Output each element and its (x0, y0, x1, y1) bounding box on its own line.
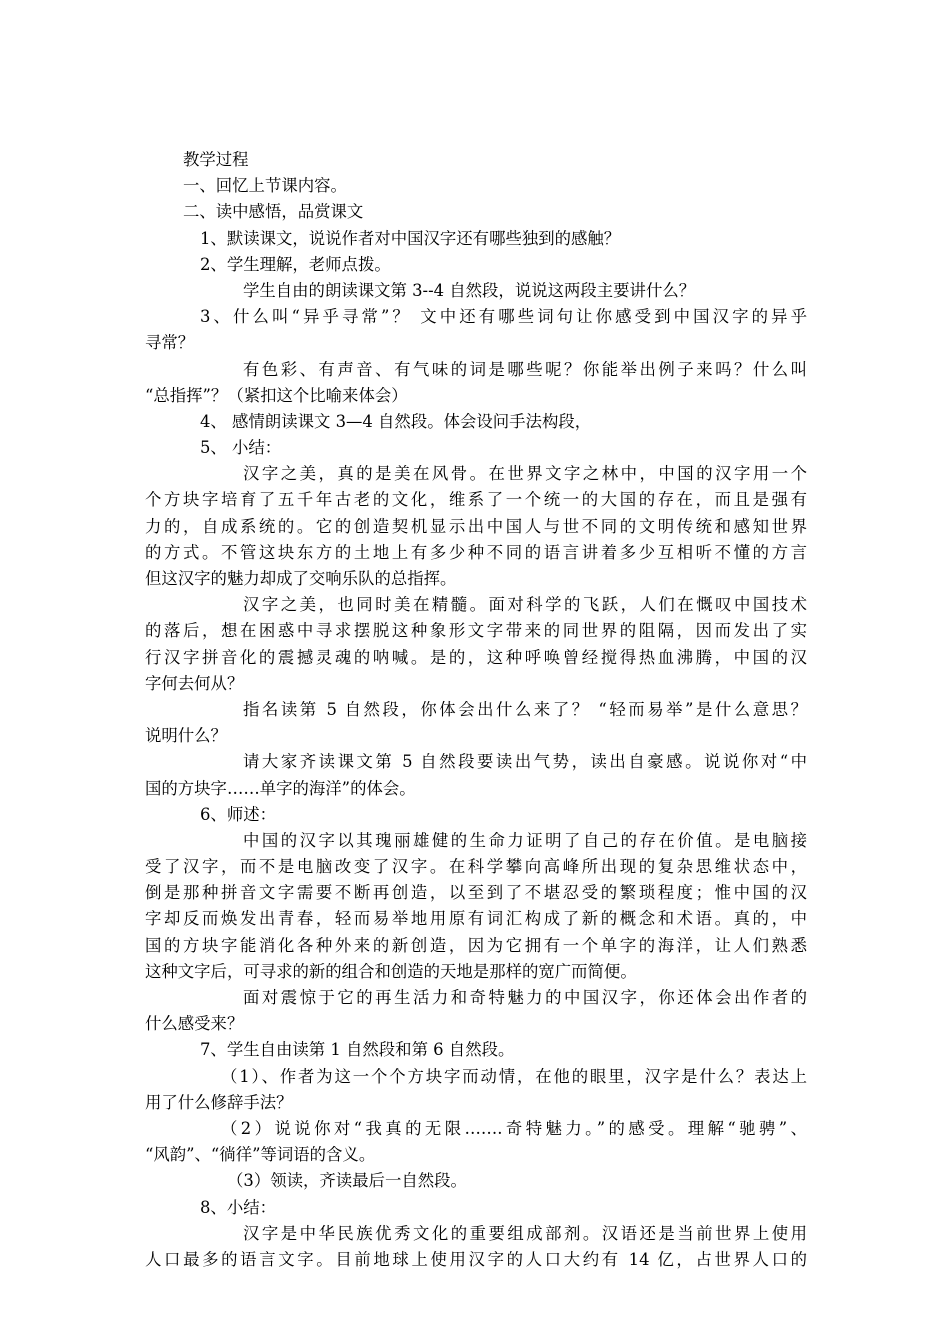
text-line: 的方式。不管这块东方的土地上有多少种不同的语言讲着多少互相听不懂的方言 (145, 542, 807, 562)
document-page (145, 147, 807, 1273)
text-line: 汉字之美，真的是美在风骨。在世界文字之林中，中国的汉字用一个 (243, 464, 807, 484)
text-line: （2）说说你对“我真的无限…….奇特魅力。”的感受。理解“驰骋”、 (221, 1118, 807, 1138)
text-line: 7、学生自由读第 1 自然段和第 6 自然段。 (200, 1040, 515, 1060)
text-line: 5、 小结： (200, 438, 282, 458)
text-line: 行汉字拼音化的震撼灵魂的呐喊。是的，这种呼唤曾经搅得热血沸腾，中国的汉 (145, 647, 807, 667)
text-line: 什么感受来？ (145, 1014, 244, 1034)
text-line: 学生自由的朗读课文第 3--4 自然段，说说这两段主要讲什么？ (243, 280, 696, 300)
text-line: 指名读第 5 自然段，你体会出什么来了？ “轻而易举”是什么意思？ (243, 699, 807, 719)
text-line: 6、师述： (200, 804, 276, 824)
text-line: 面对震惊于它的再生活力和奇特魅力的中国汉字，你还体会出作者的 (243, 988, 807, 1007)
text-line: 倒是那种拼音文字需要不断再创造，以至到了不堪忍受的繁琐程度；惟中国的汉 (145, 883, 807, 903)
text-line: 字何去何从？ (145, 673, 244, 693)
text-line: 4、 感情朗读课文 3—4 自然段。体会设问手法构段， (200, 411, 592, 431)
text-line: 汉字是中华民族优秀文化的重要组成部剂。汉语还是当前世界上使用 (243, 1223, 807, 1243)
text-line: “风韵”、“徜徉”等词语的含义。 (145, 1145, 376, 1165)
text-line: 2、学生理解，老师点拨。 (200, 254, 391, 274)
text-line: 8、小结： (200, 1197, 276, 1217)
text-line: 3、什么叫“异乎寻常”？ 文中还有哪些词句让你感受到中国汉字的异乎 (200, 307, 807, 327)
text-line: 但这汉字的魅力却成了交响乐队的总指挥。 (145, 569, 457, 588)
text-line: 说明什么？ (145, 726, 227, 746)
text-line: 用了什么修辞手法？ (145, 1092, 293, 1112)
text-line: 一、回忆上节课内容。 (183, 176, 347, 196)
text-line: 的落后，想在困惑中寻求摆脱这种象形文字带来的同世界的阻隔，因而发出了实 (145, 621, 807, 641)
text-line: 请大家齐读课文第 5 自然段要读出气势，读出自豪感。说说你对“中 (243, 752, 807, 772)
text-line: 个方块字培育了五千年古老的文化，维系了一个统一的大国的存在，而且是强有 (145, 490, 807, 510)
text-line: 1、默读课文，说说作者对中国汉字还有哪些独到的感触？ (200, 228, 621, 248)
text-line: 寻常？ (145, 333, 195, 353)
text-line: 有色彩、有声音、有气味的词是哪些呢？你能举出例子来吗？什么叫 (243, 359, 807, 379)
text-line: 中国的汉字以其瑰丽雄健的生命力证明了自己的存在价值。是电脑接 (243, 830, 807, 850)
text-line: 汉字之美，也同时美在精髓。面对科学的飞跃，人们在慨叹中国技术 (243, 595, 807, 615)
text-line: 人口最多的语言文字。目前地球上使用汉字的人口大约有 14 亿，占世界人口的 (145, 1249, 807, 1269)
text-line: （1）、作者为这一个个方块字而动情，在他的眼里，汉字是什么？表达上 (221, 1066, 807, 1086)
text-line: 国的方块字能消化各种外来的新创造，因为它拥有一个单字的海洋，让人们熟悉 (145, 935, 807, 955)
text-line: “总指挥”？（紧扣这个比喻来体会） (145, 385, 408, 405)
text-line: 国的方块字……单字的海洋”的体会。 (145, 778, 416, 798)
text-line: （3）领读，齐读最后一自然段。 (227, 1171, 467, 1191)
text-line: 这种文字后，可寻求的新的组合和创造的天地是那样的宽广而简便。 (145, 961, 637, 981)
text-line: 字却反而焕发出青春，轻而易举地用原有词汇构成了新的概念和术语。真的，中 (145, 909, 807, 929)
text-line: 教学过程 (183, 150, 249, 169)
text-line: 力的，自成系统的。它的创造契机显示出中国人与世不同的文明传统和感知世界 (145, 516, 807, 536)
text-line: 二、读中感悟，品赏课文 (183, 202, 364, 222)
text-line: 受了汉字，而不是电脑改变了汉字。在科学攀向高峰所出现的复杂思维状态中， (145, 857, 807, 877)
